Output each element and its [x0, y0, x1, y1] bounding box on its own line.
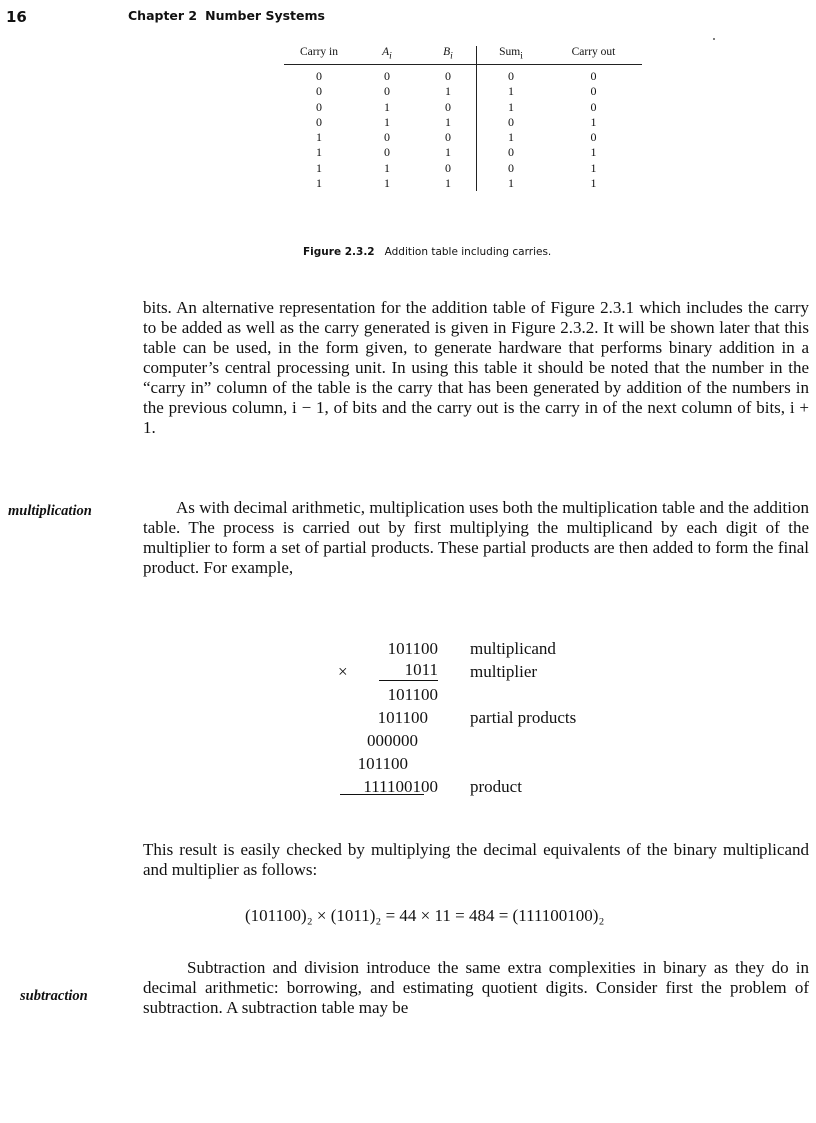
page-number: 16 [6, 8, 27, 26]
col-b: $B_i$ [420, 46, 477, 65]
col-carry-in: Carry in [284, 46, 354, 65]
table-row: 1 1 0 0 1 [316, 160, 597, 175]
figure-caption [303, 246, 551, 258]
multiplier-row [328, 660, 628, 683]
paragraph-1: bits. An alternative representation for the addition table of Figure 2.3.1 which includes the carry to be added as well as the carry generated is given in Figure 2.3.2. It will be shown later that this table can be used, in the form given, to generate hardware that performs binary addition in a computer’s central processing unit. In using this table it should be noted that the number in the “carry in” column of the table is the carry that has been generated by addition of the numbers in the previous column, i − 1, of bits and the carry out is the carry in of the next column of bits, i + 1. [143, 298, 809, 437]
addition-table [284, 46, 642, 191]
paragraph-2: As with decimal arithmetic, multiplication uses both the multiplication table and the addition table. The process is carried out by first multiplying the multiplicand by each digit of the multiplier to form a set of partial products. These partial products are then added to form the final product. For example, [143, 498, 809, 577]
chapter-label: Chapter 2 [128, 8, 198, 23]
table-row: 1 0 1 0 1 [316, 145, 597, 160]
partial-product-value: 101100 [377, 708, 428, 727]
paragraph-4: Subtraction and division introduce the same extra complexities in binary as they do in decimal arithmetic: borrowing, and estimating quotient digits. Consider first the problem of subtraction. A subtraction table may be [143, 958, 809, 1017]
margin-note-multiplication: multiplication [8, 503, 92, 519]
partial-product-row [328, 752, 628, 775]
partial-products-label: partial products [470, 708, 577, 727]
product-label: product [470, 777, 522, 796]
table-row: 0 0 1 1 0 [316, 84, 597, 99]
multiplicand-row [328, 637, 628, 660]
partial-product-value: 000000 [367, 731, 418, 750]
partial-product-row [328, 706, 628, 729]
figure-label: Figure 2.3.2 [303, 246, 375, 258]
product-value: 111100100 [363, 777, 438, 796]
table-row: 0 0 0 0 0 [284, 65, 642, 85]
table-row: 0 1 1 0 1 [316, 114, 597, 129]
multiplier-value: 1011 [379, 660, 438, 681]
times-sign: × [338, 662, 348, 681]
table-row: 1 1 1 1 1 [316, 176, 597, 191]
table-row: 0 1 0 1 0 [316, 99, 597, 114]
partial-product-value: 101100 [387, 685, 438, 704]
multiplication-example [328, 637, 628, 798]
multiplicand-value: 101100 [387, 639, 438, 658]
margin-note-subtraction: subtraction [20, 988, 88, 1004]
running-header [128, 8, 325, 23]
sum-rule-line [340, 794, 424, 795]
speck-mark [713, 38, 715, 40]
col-a: $A_i$ [354, 46, 420, 65]
table-header-row [284, 46, 642, 65]
multiplier-label: multiplier [470, 662, 538, 681]
partial-product-value: 101100 [357, 754, 408, 773]
chapter-title: Number Systems [205, 8, 325, 23]
col-sum: Sum$_i$ [477, 46, 546, 65]
partial-product-row [328, 729, 628, 752]
verification-equation: (101100)₂ × (1011)₂ = 44 × 11 = 484 = (111100100)₂ [245, 906, 605, 925]
multiplicand-label: multiplicand [470, 639, 556, 658]
col-carry-out: Carry out [545, 46, 642, 65]
paragraph-3: This result is easily checked by multiplying the decimal equivalents of the binary multiplicand and multiplier as follows: [143, 840, 809, 879]
figure-caption-text: Addition table including carries. [384, 246, 552, 258]
table-row: 1 0 0 1 0 [316, 130, 597, 145]
partial-product-row [328, 683, 628, 706]
